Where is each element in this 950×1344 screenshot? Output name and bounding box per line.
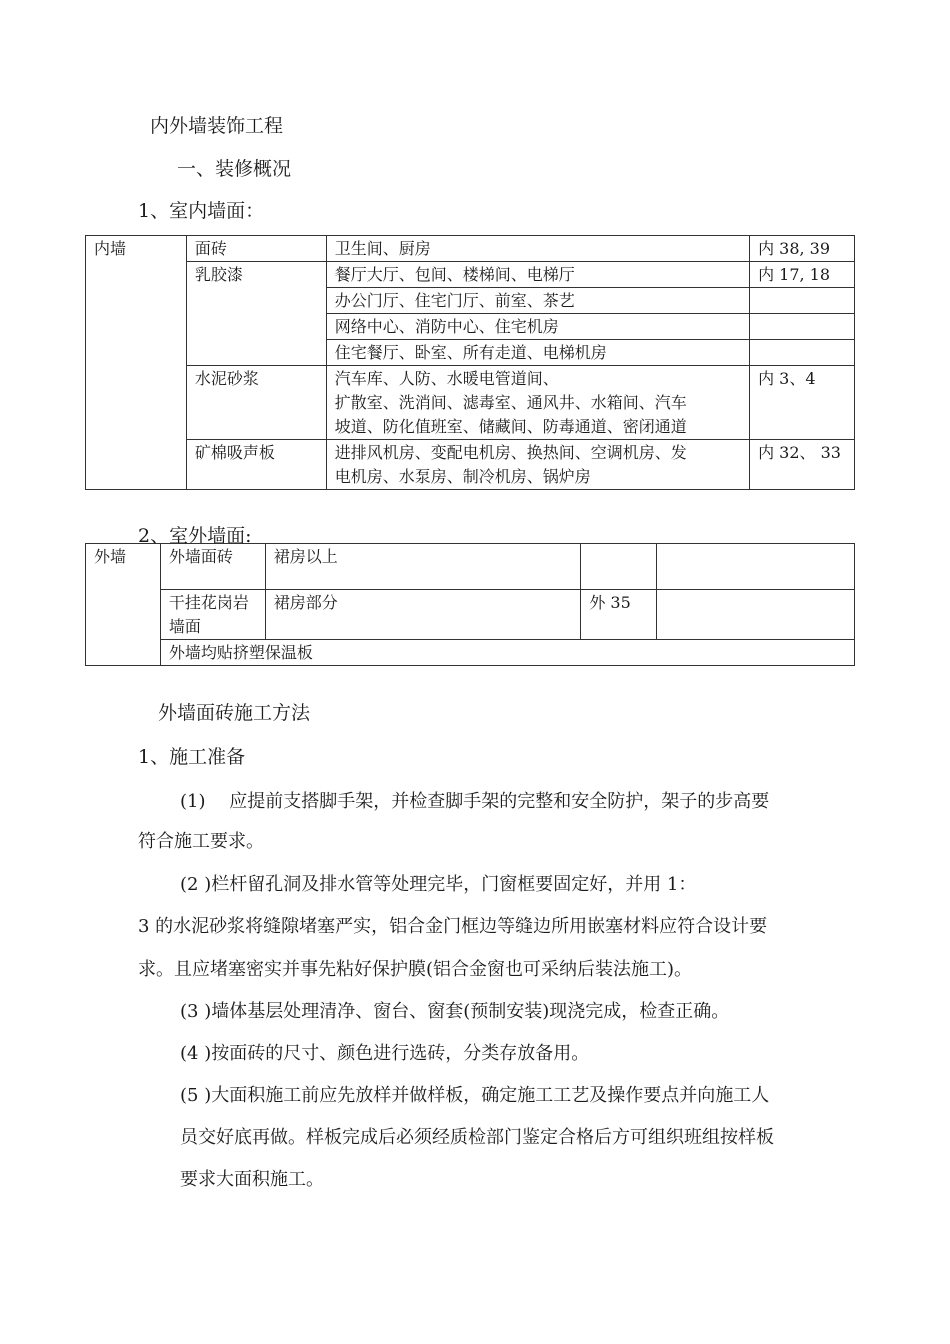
location-cell: 裙房以上 xyxy=(265,544,581,590)
exterior-wall-table xyxy=(85,543,855,666)
location-cell xyxy=(326,366,749,440)
location-cell: 住宅餐厅、卧室、所有走道、电梯机房 xyxy=(326,340,749,366)
blank-cell xyxy=(657,544,855,590)
location-cell: 网络中心、消防中心、住宅机房 xyxy=(326,314,749,340)
material-cell: 乳胶漆 xyxy=(186,262,326,366)
blank-cell xyxy=(657,590,855,640)
location-line: 汽车库、人防、水暖电管道间、 xyxy=(334,369,559,388)
material-line: 干挂花岗岩 xyxy=(168,593,249,612)
ref-cell: 内 38, 39 xyxy=(750,236,855,262)
material-cell: 外墙面砖 xyxy=(160,544,265,590)
material-cell: 矿棉吸声板 xyxy=(186,440,326,490)
location-line: 电机房、水泵房、制冷机房、锅炉房 xyxy=(334,467,591,486)
material-cell xyxy=(160,590,265,640)
prep-heading: 1、施工准备 xyxy=(138,746,246,768)
subsection-heading-interior: 1、室内墙面： xyxy=(138,200,265,222)
location-line: 坡道、防化值班室、储藏间、防毒通道、密闭通道 xyxy=(334,417,687,436)
paragraph-line: (1) 应提前支搭脚手架，并检查脚手架的完整和安全防护，架子的步高要 xyxy=(180,791,770,812)
ref-cell xyxy=(750,340,855,366)
material-cell: 水泥砂浆 xyxy=(186,366,326,440)
section-heading: 一、装修概况 xyxy=(177,158,292,180)
ref-cell: 内 3、4 xyxy=(750,366,855,440)
group-cell: 内墙 xyxy=(86,236,187,490)
location-cell xyxy=(326,440,749,490)
interior-wall-table xyxy=(85,235,855,490)
material-line: 墙面 xyxy=(168,617,201,636)
location-line: 进排风机房、变配电机房、换热间、空调机房、发 xyxy=(334,443,687,462)
location-cell: 裙房部分 xyxy=(265,590,581,640)
paragraph-line: 要求大面积施工。 xyxy=(180,1169,324,1190)
method-heading: 外墙面砖施工方法 xyxy=(158,702,311,724)
paragraph-line: 求。且应堵塞密实并事先粘好保护膜(铝合金窗也可采纳后装法施工)。 xyxy=(138,959,693,980)
location-cell: 办公门厅、住宅门厅、前室、茶艺 xyxy=(326,288,749,314)
ref-cell xyxy=(750,288,855,314)
ref-cell: 内 17, 18 xyxy=(750,262,855,288)
subsection-heading-exterior: 2、室外墙面: xyxy=(138,525,252,547)
paragraph-line: (2 )栏杆留孔洞及排水管等处理完毕，门窗框要固定好，并用 1： xyxy=(180,874,697,895)
ref-cell xyxy=(750,314,855,340)
page-title: 内外墙装饰工程 xyxy=(150,115,284,137)
ref-cell xyxy=(581,544,657,590)
ref-cell: 内 32、 33 xyxy=(750,440,855,490)
note-cell: 外墙均贴挤塑保温板 xyxy=(160,640,854,666)
paragraph-line: 3 的水泥砂浆将缝隙堵塞严实，铝合金门框边等缝边所用嵌塞材料应符合设计要 xyxy=(138,916,768,937)
location-cell: 卫生间、厨房 xyxy=(326,236,749,262)
paragraph-line: 符合施工要求。 xyxy=(138,831,264,852)
paragraph-line: (5 )大面积施工前应先放样并做样板，确定施工工艺及操作要点并向施工人 xyxy=(180,1085,770,1106)
material-cell: 面砖 xyxy=(186,236,326,262)
location-cell: 餐厅大厅、包间、楼梯间、电梯厅 xyxy=(326,262,749,288)
paragraph-line: (3 )墙体基层处理清净、窗台、窗套(预制安装)现浇完成，检查正确。 xyxy=(180,1001,730,1022)
ref-cell: 外 35 xyxy=(581,590,657,640)
location-line: 扩散室、洗消间、滤毒室、通风井、水箱间、汽车 xyxy=(334,393,687,412)
group-cell: 外墙 xyxy=(86,544,161,666)
paragraph-line: 员交好底再做。样板完成后必须经质检部门鉴定合格后方可组织班组按样板 xyxy=(180,1127,774,1148)
paragraph-line: (4 )按面砖的尺寸、颜色进行选砖，分类存放备用。 xyxy=(180,1043,590,1064)
